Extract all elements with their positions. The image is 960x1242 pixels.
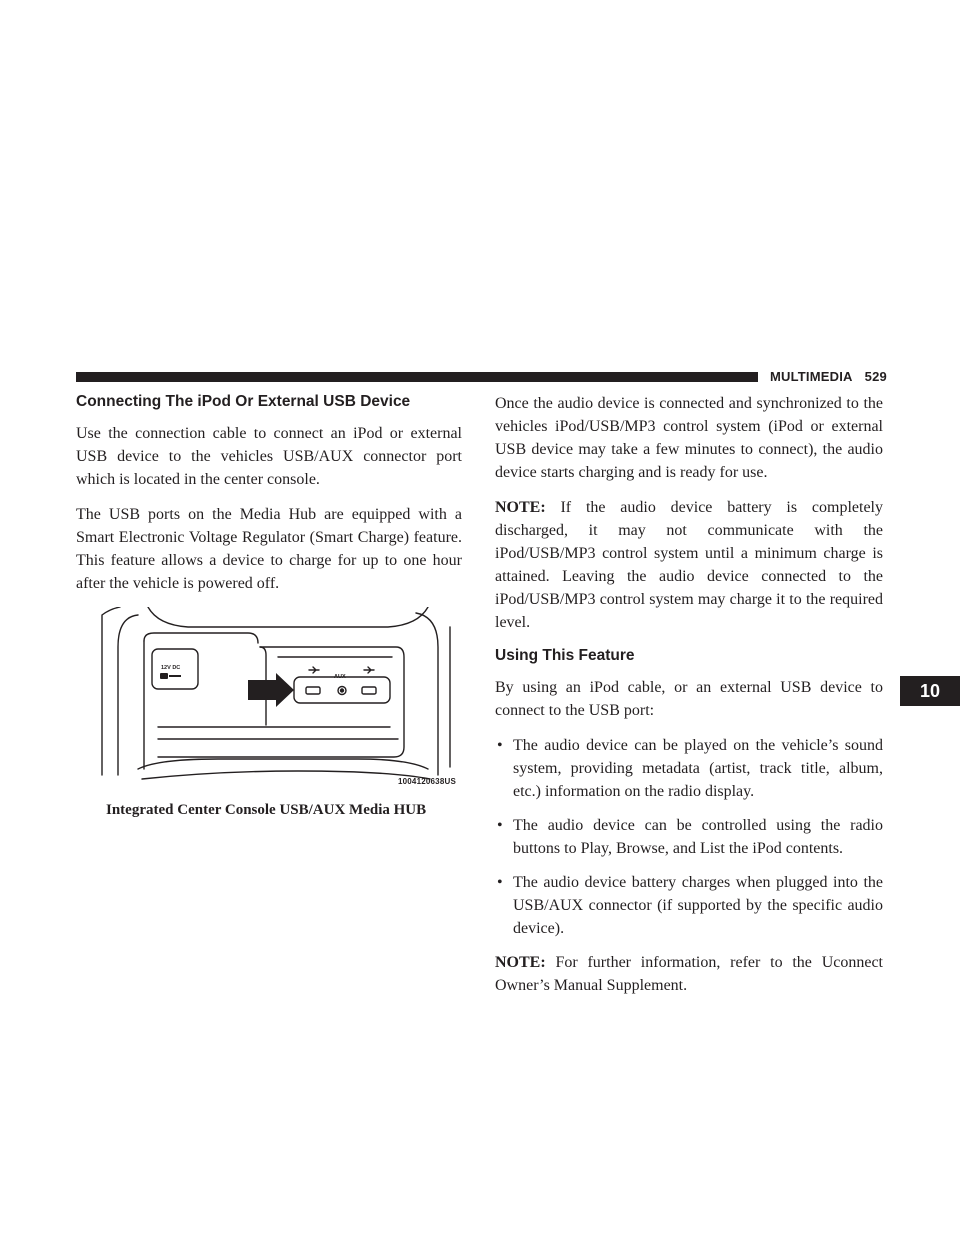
figure-caption: Integrated Center Console USB/AUX Media HUB xyxy=(106,802,427,818)
paragraph: By using an iPod cable, or an external USB device to connect to the USB port: xyxy=(495,679,883,719)
bullet-marker: • xyxy=(497,817,503,834)
chapter-tab: 10 xyxy=(900,676,960,706)
list-item xyxy=(495,814,883,860)
list-item xyxy=(495,734,883,803)
section-title: MULTIMEDIA xyxy=(770,369,853,384)
list-item-text: The audio device can be controlled using the radio buttons to Play, Browse, and List the iPod contents. xyxy=(513,817,883,857)
list-item xyxy=(495,871,883,940)
note-text: For further information, refer to the Uconnect Owner’s Manual Supplement. xyxy=(495,954,883,994)
console-illustration xyxy=(98,607,458,787)
paragraph: Once the audio device is connected and synchronized to the vehicles iPod/USB/MP3 control system (iPod or external USB device may take a few minutes to connect), the audio device starts charging and is ready for use. xyxy=(495,395,883,481)
note-label: NOTE: xyxy=(495,499,546,516)
note-label: NOTE: xyxy=(495,954,546,971)
console-drawing xyxy=(98,607,458,787)
note xyxy=(495,496,883,634)
note-text: If the audio device battery is completely discharged, it may not communicate with the iPod/USB/MP3 control system until a minimum charge is attained. Leaving the audio device connected to the iPod/USB/MP3 control system may charge it to the required level. xyxy=(495,499,883,631)
right-column xyxy=(495,392,883,1009)
page-header xyxy=(770,369,887,384)
note xyxy=(495,951,883,997)
figure-code: 1004120638US xyxy=(397,777,456,786)
header-rule xyxy=(76,372,758,382)
page-number: 529 xyxy=(864,369,887,384)
left-column xyxy=(76,392,462,822)
bullet-marker: • xyxy=(497,874,503,891)
12v-label: 12V DC xyxy=(161,665,181,671)
section-heading-using-feature: Using This Feature xyxy=(495,647,635,664)
paragraph: The USB ports on the Media Hub are equipped with a Smart Electronic Voltage Regulator (Smart Charge) feature. This feature allows a device to charge for up to one hour after the vehicle is powered off. xyxy=(76,506,462,592)
section-heading-connecting: Connecting The iPod Or External USB Device xyxy=(76,393,411,410)
feature-list xyxy=(495,734,883,940)
list-item-text: The audio device can be played on the vehicle’s sound system, providing metadata (artist, track title, album, etc.) information on the radio display. xyxy=(513,737,883,800)
list-item-text: The audio device battery charges when plugged into the USB/AUX connector (if supported by the specific audio device). xyxy=(513,874,883,937)
aux-label: AUX xyxy=(334,674,346,680)
bullet-marker: • xyxy=(497,737,503,754)
paragraph: Use the connection cable to connect an iPod or external USB device to the vehicles USB/AUX connector port which is located in the center console. xyxy=(76,425,462,488)
